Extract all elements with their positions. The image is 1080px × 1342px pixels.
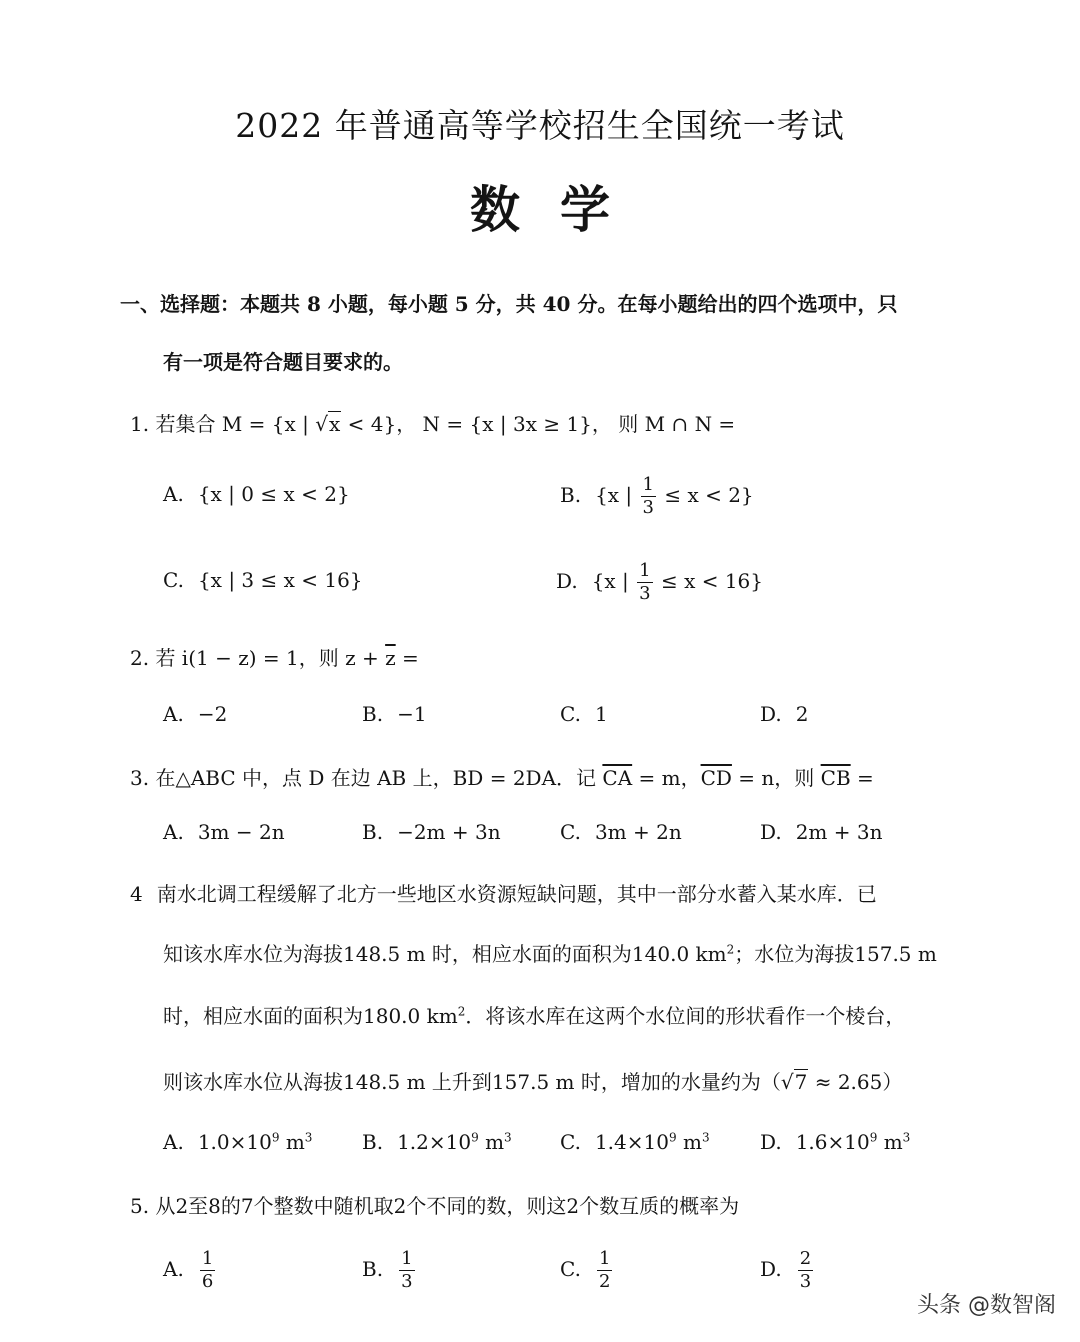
option-label: A. bbox=[163, 482, 184, 506]
question-text: 南水北调工程缓解了北方一些地区水资源短缺问题，其中一部分水蓄入某水库．已 bbox=[156, 882, 877, 906]
fraction: $\frac{1}{3}$ bbox=[401, 1248, 413, 1292]
set-m-start: M = {x | bbox=[221, 412, 316, 436]
option-text: −1 bbox=[397, 702, 427, 726]
option-text: {x | bbox=[595, 483, 639, 507]
section-heading-line2: 有一项是符合题目要求的。 bbox=[163, 350, 403, 374]
unit: m bbox=[478, 1130, 505, 1154]
option-text: −2 bbox=[197, 702, 228, 726]
question-4-line2 bbox=[163, 938, 937, 967]
radicand: x bbox=[328, 412, 341, 436]
exponent: 9 bbox=[668, 1130, 677, 1145]
option-label: B. bbox=[362, 1130, 384, 1154]
option-label: C. bbox=[560, 1130, 581, 1154]
question-number: 5. bbox=[130, 1194, 150, 1218]
question-2-stem bbox=[130, 642, 419, 671]
sqrt-sign: √ bbox=[315, 412, 328, 436]
option-label: C. bbox=[560, 1257, 581, 1281]
superscript: 2 bbox=[457, 1004, 466, 1019]
unit: m bbox=[279, 1130, 305, 1154]
question-4-line3 bbox=[163, 1000, 905, 1029]
exam-title: 2022 年普通高等学校招生全国统一考试 bbox=[235, 106, 845, 145]
q3-option-a[interactable] bbox=[163, 820, 285, 844]
question-text: 若集合 bbox=[155, 412, 216, 436]
q5-option-a[interactable] bbox=[163, 1250, 217, 1291]
superscript: 2 bbox=[726, 942, 735, 957]
set-n: N = {x | 3x ≥ 1}， bbox=[422, 412, 612, 436]
q4-option-c[interactable] bbox=[560, 1130, 710, 1154]
exponent: 9 bbox=[271, 1130, 280, 1145]
question-text: ．将该水库在这两个水位间的形状看作一个棱台， bbox=[465, 1004, 906, 1028]
set-m-end: < 4}， bbox=[341, 412, 417, 436]
option-text: 1.0×10 bbox=[197, 1130, 272, 1154]
option-text: −2m + 3n bbox=[397, 820, 501, 844]
option-text-end: ≤ x < 2} bbox=[657, 483, 754, 507]
option-label: D. bbox=[760, 702, 782, 726]
question-text: 则该水库水位从海拔148.5 m 上升到157.5 m 时，增加的水量约为（ bbox=[163, 1070, 781, 1094]
fraction: $\frac{1}{6}$ bbox=[201, 1248, 214, 1292]
q1-option-c[interactable] bbox=[163, 568, 363, 592]
question-text: 知该水库水位为海拔148.5 m 时，相应水面的面积为140.0 km bbox=[163, 942, 727, 966]
fraction: $\frac{1}{2}$ bbox=[598, 1248, 611, 1292]
option-label: B. bbox=[560, 483, 582, 507]
subject-title: 数学 bbox=[470, 180, 650, 239]
question-5-stem bbox=[130, 1190, 739, 1219]
question-number: 1. bbox=[130, 412, 150, 436]
option-label: D. bbox=[760, 1130, 782, 1154]
question-text-mid: = m， bbox=[632, 766, 701, 790]
option-label: C. bbox=[560, 702, 581, 726]
question-4-line4 bbox=[163, 1066, 902, 1095]
unit: m bbox=[676, 1130, 702, 1154]
q1-option-a[interactable] bbox=[163, 482, 350, 506]
exponent: 3 bbox=[902, 1130, 911, 1145]
q1-option-b[interactable] bbox=[560, 476, 754, 517]
question-text: 从2至8的7个整数中随机取2个不同的数，则这2个数互质的概率为 bbox=[155, 1194, 740, 1218]
q4-option-b[interactable] bbox=[362, 1130, 512, 1154]
question-text-end: = bbox=[395, 646, 419, 670]
radicand: 7 bbox=[794, 1070, 808, 1094]
vector-cd: $\overline{CD}$ bbox=[700, 766, 732, 790]
question-number: 3. bbox=[130, 766, 150, 790]
watermark-text: 头条 @数智阁 bbox=[917, 1293, 1056, 1318]
q3-option-b[interactable] bbox=[362, 820, 501, 844]
q4-option-d[interactable] bbox=[760, 1130, 910, 1154]
exponent: 9 bbox=[869, 1130, 878, 1145]
option-text: 1.6×10 bbox=[795, 1130, 870, 1154]
option-text: 3m − 2n bbox=[197, 820, 285, 844]
conjugate-z: $\overline{z}$ bbox=[385, 646, 396, 670]
question-text: 在△ABC 中，点 D 在边 AB 上，BD = 2DA．记 bbox=[155, 766, 603, 790]
option-text-end: ≤ x < 16} bbox=[654, 569, 764, 593]
option-label: A. bbox=[163, 820, 184, 844]
q3-option-d[interactable] bbox=[760, 820, 882, 844]
option-text: 1.4×10 bbox=[594, 1130, 669, 1154]
exponent: 3 bbox=[304, 1130, 313, 1145]
option-label: A. bbox=[163, 1257, 184, 1281]
fraction: $\frac{1}{3}$ bbox=[639, 560, 651, 604]
fraction: $\frac{2}{3}$ bbox=[799, 1248, 812, 1292]
q5-option-c[interactable] bbox=[560, 1250, 614, 1291]
q2-option-c[interactable] bbox=[560, 702, 608, 726]
exponent: 3 bbox=[701, 1130, 710, 1145]
q1-option-d[interactable] bbox=[556, 562, 763, 603]
question-number: 2. bbox=[130, 646, 150, 670]
unit: m bbox=[877, 1130, 903, 1154]
option-label: C. bbox=[163, 568, 184, 592]
fraction: $\frac{1}{3}$ bbox=[642, 474, 654, 518]
option-label: A. bbox=[163, 1130, 184, 1154]
q2-option-b[interactable] bbox=[362, 702, 427, 726]
option-label: C. bbox=[560, 820, 581, 844]
exponent: 3 bbox=[504, 1130, 512, 1145]
option-text: 1.2×10 bbox=[397, 1130, 472, 1154]
option-text: 2 bbox=[795, 702, 809, 726]
question-text-end: = bbox=[850, 766, 874, 790]
option-text: 3m + 2n bbox=[594, 820, 682, 844]
option-label: A. bbox=[163, 702, 184, 726]
question-text-end: 则 M ∩ N = bbox=[618, 412, 736, 436]
question-text-mid: = n，则 bbox=[731, 766, 821, 790]
q5-option-b[interactable] bbox=[362, 1250, 417, 1291]
option-text: {x | bbox=[591, 569, 636, 593]
q3-option-c[interactable] bbox=[560, 820, 682, 844]
question-3-stem bbox=[130, 762, 874, 791]
option-text: {x | 3 ≤ x < 16} bbox=[197, 568, 363, 592]
option-text: 1 bbox=[594, 702, 608, 726]
question-1-stem bbox=[130, 408, 735, 437]
question-text: ≈ 2.65） bbox=[808, 1070, 903, 1094]
q4-option-a[interactable] bbox=[163, 1130, 312, 1154]
option-text: 2m + 3n bbox=[795, 820, 883, 844]
question-text: 时，相应水面的面积为180.0 km bbox=[163, 1004, 458, 1028]
option-label: D. bbox=[556, 569, 578, 593]
q5-option-d[interactable] bbox=[760, 1250, 815, 1291]
q2-option-d[interactable] bbox=[760, 702, 808, 726]
option-label: D. bbox=[760, 1257, 782, 1281]
exponent: 9 bbox=[471, 1130, 479, 1145]
question-text: ；水位为海拔157.5 m bbox=[734, 942, 937, 966]
vector-ca: $\overline{CA}$ bbox=[602, 766, 633, 790]
sqrt-sign: √ bbox=[780, 1070, 794, 1094]
question-text: 若 i(1 − z) = 1，则 z + bbox=[155, 646, 386, 670]
section-heading-line1: 一、选择题：本题共 8 小题，每小题 5 分，共 40 分。在每小题给出的四个选项中，只 bbox=[120, 292, 898, 316]
option-label: B. bbox=[362, 820, 384, 844]
option-label: B. bbox=[362, 702, 384, 726]
option-text: {x | 0 ≤ x < 2} bbox=[197, 482, 350, 506]
question-number: 4 bbox=[130, 882, 143, 906]
question-4-line1 bbox=[130, 878, 877, 907]
option-label: D. bbox=[760, 820, 782, 844]
q2-option-a[interactable] bbox=[163, 702, 227, 726]
vector-cb: $\overline{CB}$ bbox=[820, 766, 851, 790]
option-label: B. bbox=[362, 1257, 384, 1281]
